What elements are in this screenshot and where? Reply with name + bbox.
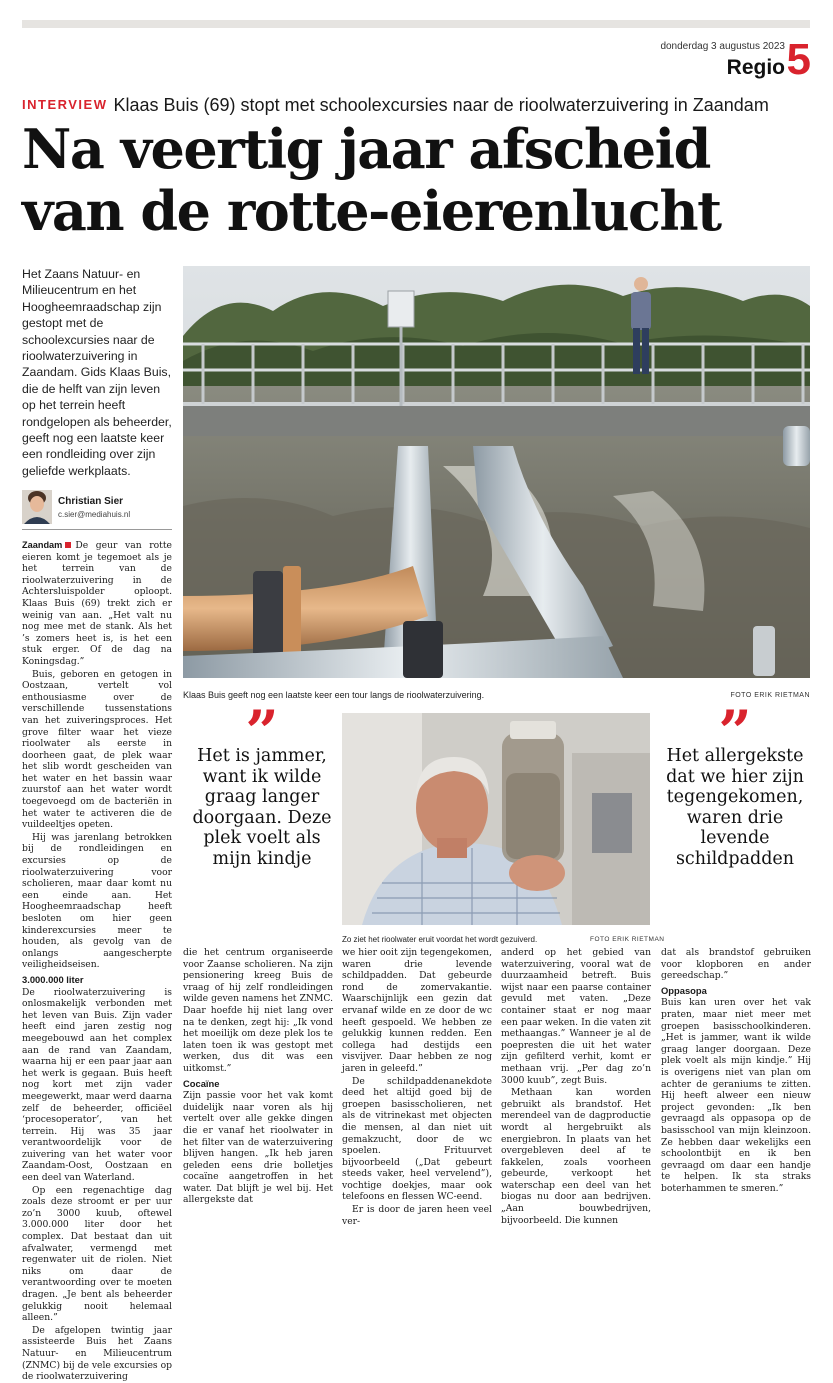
body-paragraph [22, 540, 172, 668]
body-paragraph: Hij was jarenlang betrokken bij de rondleidingen en excursies op de rioolwaterzuivering voor scholieren, maar daar komt nu een einde aan. Het Hoogheemraadschap heeft besloten om hier geen kinderexcursies meer te houden, als gevolg van de onlangs aangescherpte veiligheidseisen. [22, 831, 172, 971]
body-column-1 [22, 540, 172, 1383]
quote-mark-icon: ” [718, 698, 752, 766]
body-paragraph: Zijn passie voor het vak komt duidelijk naar voren als hij vertelt over alle gekke dingen die er vanaf het rioolwater in het filter van de waterzuivering blijven hangen. „Ik heb jaren geleden eens drie bolletjes cocaïne aangetroffen in het water. Dat blijft je wel bij. Het allergekste dat [183, 1090, 333, 1206]
body-paragraph: Buis kan uren over het vak praten, maar niet meer met groepen basisschoolkinderen. „Het is jammer, want ik wilde graag langer doorgaan. Deze plek voelt als mijn kindje.” Hij is overigens niet van plan om achter de geraniums te zitten. Hij heeft alweer een nieuw project gevonden: „Ik ben gevraagd als oppasopa op de basisschool van mijn kleinzoon. Ze hebben daar wekelijks een schoolontbijt en ik ben gevraagd om daar een handje te helpen. Ik sta straks boterhammen te smeren.” [661, 997, 811, 1194]
second-photo-caption: Zo ziet het rioolwater eruit voordat het wordt gezuiverd. [342, 935, 538, 944]
body-paragraph: anderd op het gebied van waterzuivering, vooral wat de duurzaamheid betreft. Buis wijst naar een paarse container gevuld met vaten. „Deze container staat er nog maar een paar weken. In die vaten zit methaangas.” Wanneer je al de poepresten die uit het water zijn gefilterd verhit, komt er methaan vrij. „Per dag zo’n 3000 kuub”, zegt Buis. [501, 947, 651, 1086]
publication-date: donderdag 3 augustus 2023 [660, 41, 785, 52]
body-paragraph: die het centrum organiseerde voor Zaanse scholieren. Na zijn pensionering kreeg Buis de vraag of hij zelf rondleidingen wilde geven namens het ZNMC. Daar hoefde hij niet lang over na te denken, zegt hij: „Ik vond het moeilijk om deze plek los te laten toen ik was gestopt met werken, dus dit was een uitkomst.” [183, 947, 333, 1074]
subheading: 3.000.000 liter [22, 973, 84, 985]
pull-quote-right-text: Het allergekste dat we hier zijn tegengekomen, waren drie levende schildpadden [666, 746, 804, 869]
subheading: Oppasopa [661, 984, 707, 996]
pull-quote-right [660, 698, 810, 869]
body-column-2 [183, 947, 333, 1206]
author-email[interactable]: c.sier@mediahuis.nl [58, 510, 131, 519]
main-photo-caption: Klaas Buis geeft nog een laatste keer een tour langs de rioolwaterzuivering. [183, 690, 485, 700]
author-avatar [22, 490, 52, 524]
main-photo-credit: FOTO ERIK RIETMAN [730, 692, 810, 699]
author-byline [22, 490, 172, 530]
body-paragraph: Methaan kan worden gebruikt als brandstof. Het merendeel van de dagproductie wordt al hergebruikt als energiebron. In plaats van het overgebleven deel af te fakkelen, zoals voorheen gebeurde, verkoopt het waterschap een deel van het biogas nu door aan bedrijven. „Aan bouwbedrijven, bijvoorbeeld. Die kunnen [501, 1087, 651, 1226]
body-paragraph: De afgelopen twintig jaar assisteerde Buis het Zaans Natuur- en Milieucentrum (ZNMC) bij de vele excursies op de rioolwaterzuivering [22, 1324, 172, 1383]
kicker [22, 95, 769, 116]
body-paragraph: De rioolwaterzuivering is onlosmakelijk verbonden met het leven van Buis. Zijn vader heeft eind jaren zestig nog meegebouwd aan het complex aan de rand van Zaandam, waarna hij er een paar jaar aan het werk is gegaan. Buis heeft nog kort met zijn vader meegewerkt, maar werd daarna zelf de beheerder, officiëel ‘procesoperator’, van het terrein. Hij was 35 jaar verantwoordelijk voor de zuivering van het water voor Zaandam-Oost, Oostzaan en een deel van Waterland. [22, 986, 172, 1184]
subheading: Cocaïne [183, 1077, 220, 1089]
dateline-place: Zaandam [22, 540, 63, 550]
body-column-4 [501, 947, 651, 1226]
headline [22, 118, 812, 242]
second-photo-credit: FOTO ERIK RIETMAN [590, 936, 665, 943]
dateline-square-icon [65, 542, 71, 548]
body-paragraph: Buis, geboren en getogen in Oostzaan, vertelt vol enthousiasme over de verschillende tussenstations van het zuiveringsproces. Het grove filter waar het vieze rioolwater als eerste in doorheen gaat, de plek waar het slib wordt gescheiden van het water en het bassin waar zuurstof aan het water wordt toegevoegd om de bacteriën in het water te activeren die de vuildeeltjes opeten. [22, 668, 172, 831]
body-paragraph: dat als brandstof gebruiken voor klopboren en ander gereedschap.” [661, 947, 811, 982]
body-paragraph: we hier ooit zijn tegengekomen, waren drie levende schildpadden. Dat gebeurde rond de zomervakantie. Waarschijnlijk een gezin dat ervanaf wilde en ze door de wc heeft gespoeld. We hebben ze gelukkig kunnen redden. Een collega had destijds een visvijver. Daar hebben ze nog jaren in geleefd.” [342, 947, 492, 1074]
section-name: Regio [726, 56, 785, 79]
body-text: De geur van rotte eieren komt je tegemoet als je het terrein van de rioolwaterzuivering in de Achtersluispolder oploopt. Klaas Buis (69) trekt zich er weinig van aan. „Het valt nu nog mee met de stank. Als het ’s zomers heet is, is het een stuk erger. Of de dag na Koningsdag.” [22, 540, 172, 667]
quote-mark-icon: ” [245, 698, 279, 766]
pull-quote-left-text: Het is jammer, want ik wilde graag langer doorgaan. Deze plek voelt als mijn kindje [192, 746, 332, 869]
pull-quote-left [190, 698, 334, 869]
headline-line-2: van de rotte-eierenlucht [22, 179, 721, 243]
second-photo [342, 713, 650, 925]
body-paragraph: Op een regenachtige dag zoals deze stroomt er per uur zo’n 3000 kuub, oftewel 3.000.000 liter door het complex. Dat bestaat dan uit afvalwater, vermengd met regenwater uit de riolen. Niet niks om daar de verantwoording over te moeten dragen. „Je bent als beheerder gelukkig nooit helemaal alleen.” [22, 1184, 172, 1324]
body-paragraph: De schildpaddenanekdote deed het altijd goed bij de groepen basisscholieren, net als de vitrinekast met objecten die mensen, al dan niet uit gemakzucht, door de wc spoelen. Frituurvet bijvoorbeeld („Dat gebeurt steeds vaker, heel vervelend”), vochtige doekjes, maar ook telefoons en flessen WC-eend. [342, 1075, 492, 1203]
kicker-label: INTERVIEW [22, 97, 108, 112]
top-rule [22, 20, 810, 28]
main-photo [183, 266, 810, 678]
author-name: Christian Sier [58, 496, 124, 507]
body-column-5 [661, 947, 811, 1194]
body-paragraph: Er is door de jaren heen veel ver- [342, 1204, 492, 1227]
intro-text: Het Zaans Natuur- en Milieucentrum en het Hoogheemraadschap zijn gestopt met de schoolexcursies naar de rioolwaterzuivering in Zaandam. Gids Klaas Buis, die de helft van zijn leven op het terrein heeft rondgelopen als beheerder, geeft nog een laatste keer een rondleiding over zijn geliefde werkplaats. [22, 267, 172, 478]
kicker-text: Klaas Buis (69) stopt met schoolexcursies naar de rioolwaterzuivering in Zaandam [113, 95, 769, 115]
page-number: 5 [786, 35, 811, 84]
headline-line-1: Na veertig jaar afscheid [22, 117, 710, 181]
body-column-3 [342, 947, 492, 1227]
